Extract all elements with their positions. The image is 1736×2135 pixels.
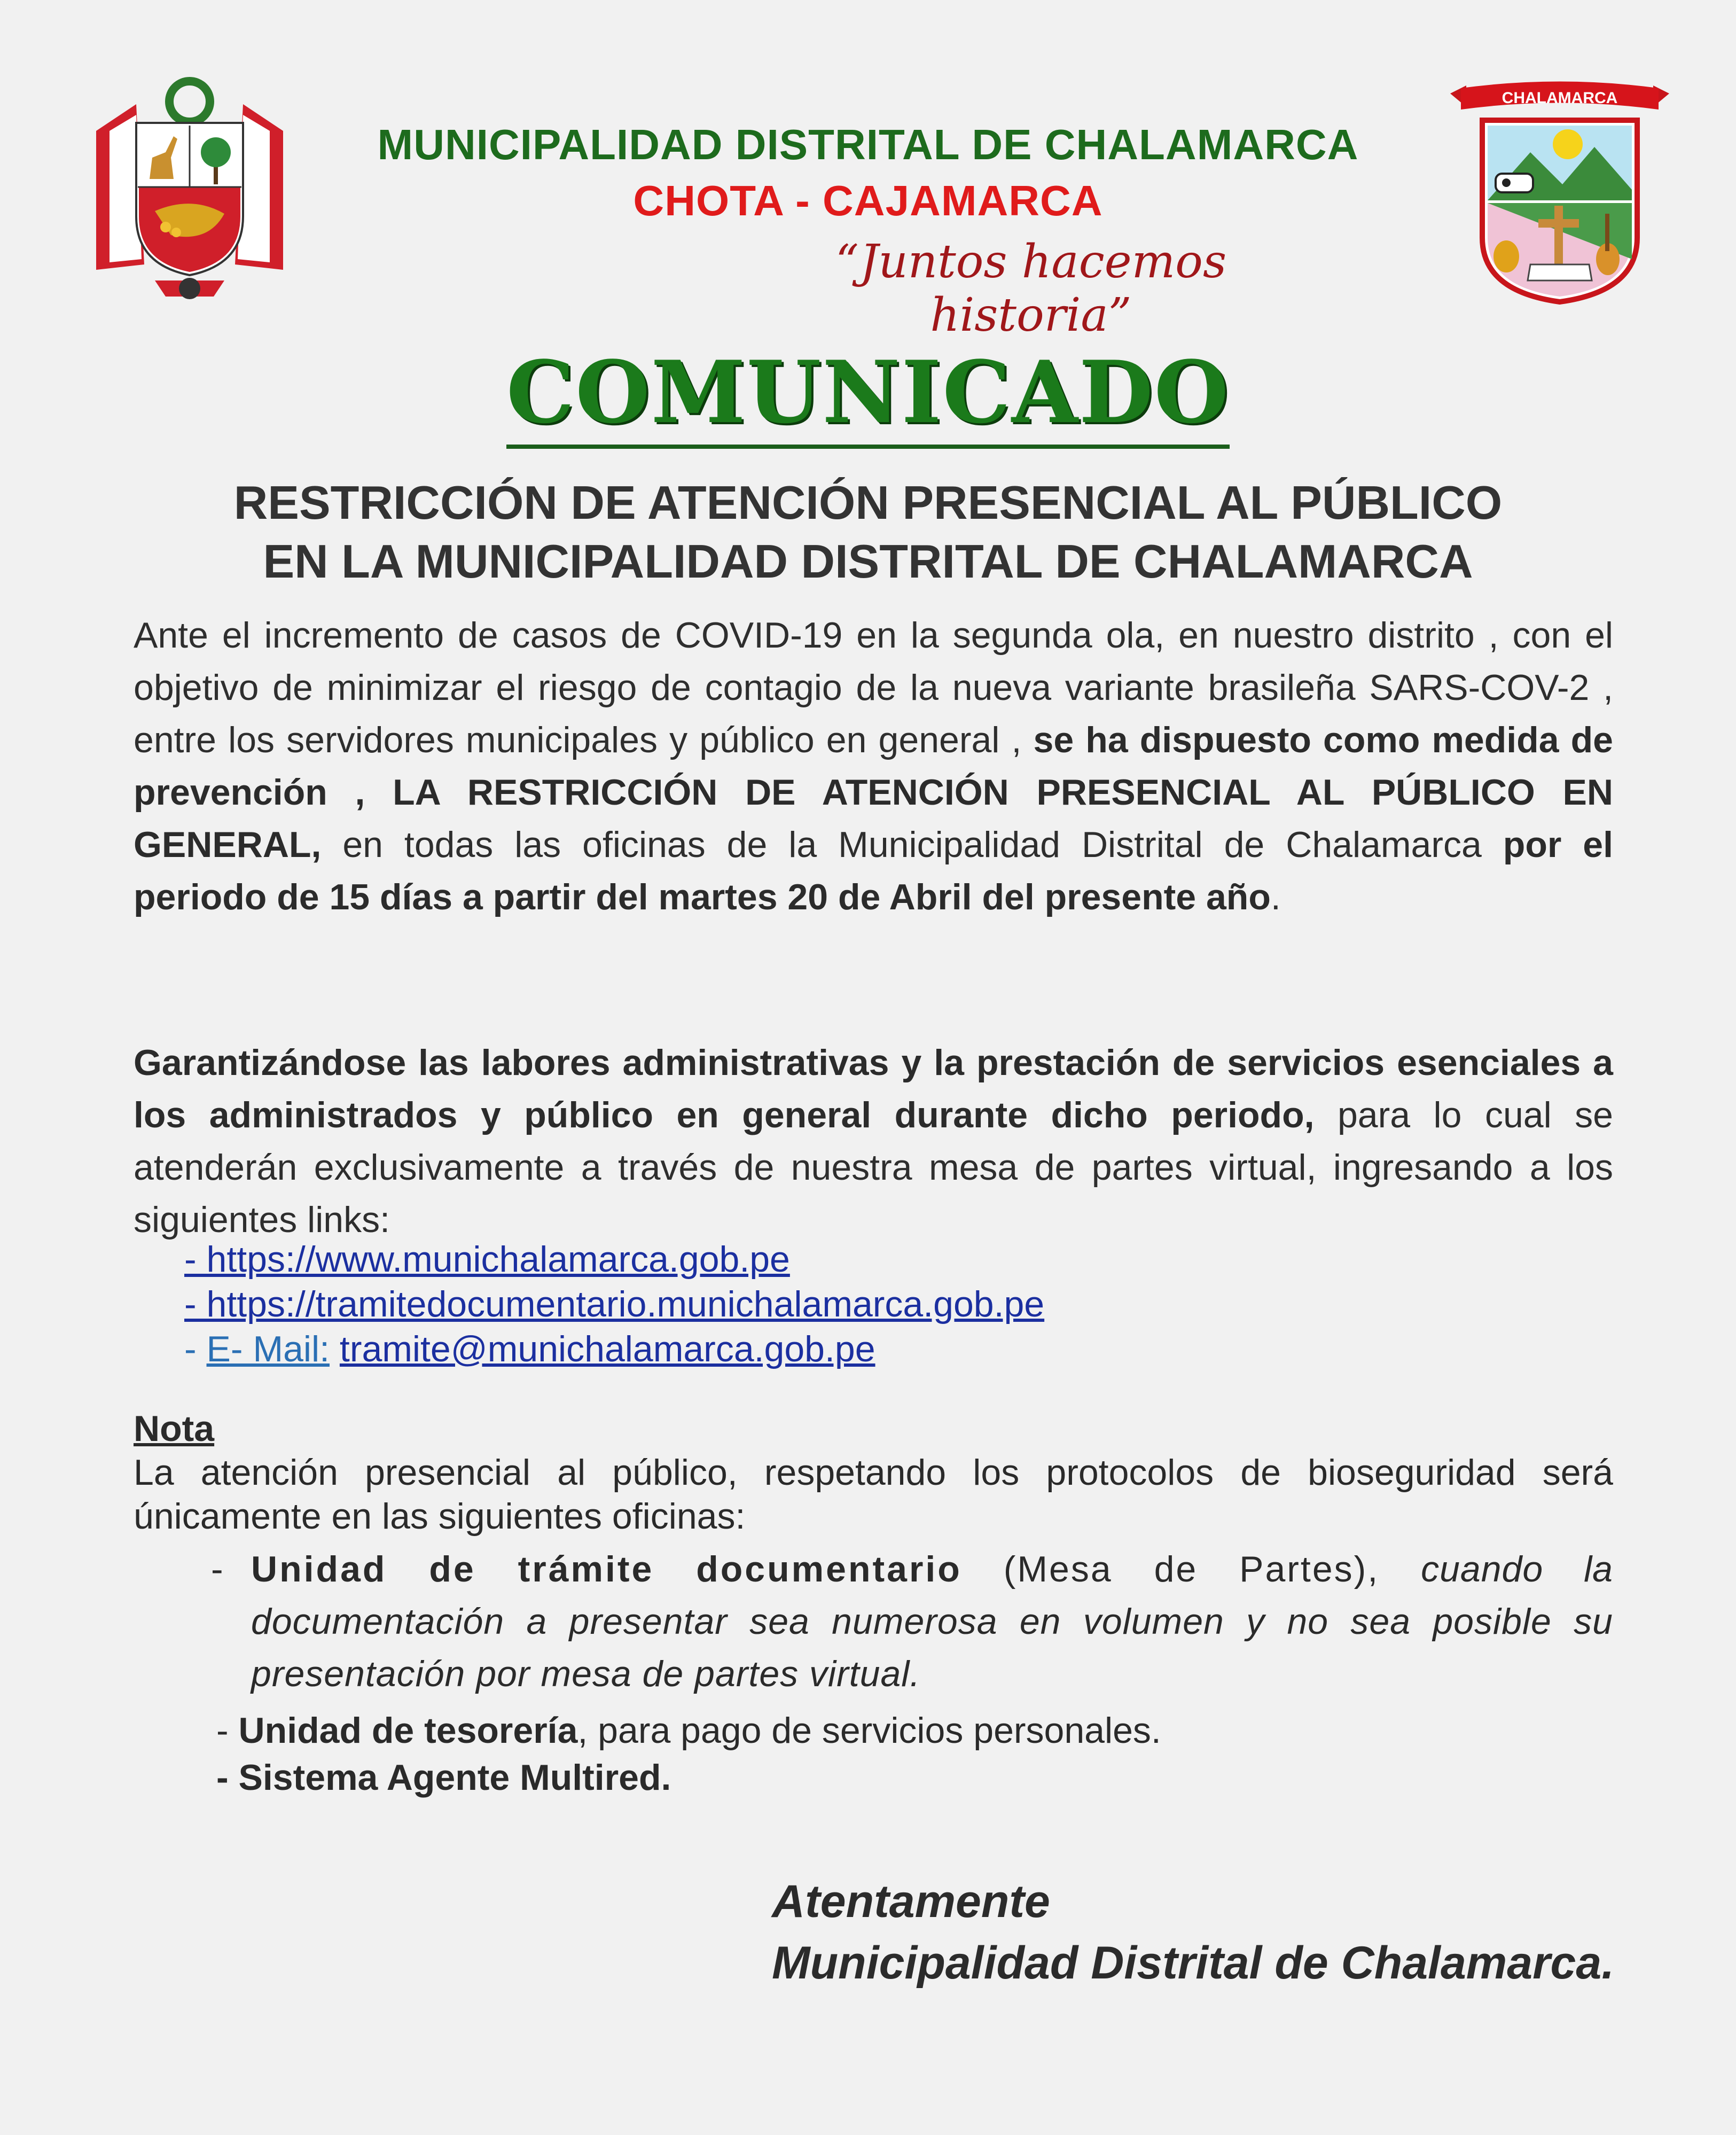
- municipality-name: MUNICIPALIDAD DISTRITAL DE CHALAMARCA: [377, 121, 1359, 168]
- nota-item-2-bold: Unidad de tesorería: [238, 1710, 578, 1751]
- nota-item-2: [216, 1704, 1161, 1757]
- p2-bold: Garantizándose las labores administrativas y la prestación de servicios esenciales a los administrados y público en general durante dicho periodo,: [134, 1042, 1613, 1135]
- link-website[interactable]: - https://www.munichalamarca.gob.pe: [184, 1239, 790, 1280]
- link-tramite[interactable]: - https://tramitedocumentario.munichalamarca.gob.pe: [184, 1284, 1045, 1324]
- nota-item-2-normal: , para pago de servicios personales.: [577, 1710, 1161, 1751]
- link-email-prefix: -: [184, 1329, 207, 1369]
- province-region: CHOTA - CAJAMARCA: [633, 177, 1103, 224]
- p1-text-1: Ante el incremento de casos de COVID-19 en la segunda ola, en nuestro distrito , con el objetivo de minimizar el riesgo de contagio de la nueva variante brasileña SARS-COV-2 , entre los servidores municipales y público en general ,: [134, 615, 1613, 760]
- paragraph-2: [134, 1037, 1613, 1246]
- nota-heading: Nota: [134, 1408, 215, 1449]
- nota-text: La atención presencial al público, respetando los protocolos de bioseguridad será únicamente en las siguientes oficinas:: [134, 1452, 1613, 1537]
- nota-item-3-bold: Sistema Agente Multired.: [238, 1757, 671, 1798]
- motto: “Juntos hacemos historia”: [835, 235, 1227, 342]
- signature-organization: Municipalidad Distrital de Chalamarca.: [772, 1937, 1615, 1989]
- bullet-dash: -: [216, 1710, 239, 1751]
- link-email[interactable]: tramite@munichalamarca.gob.pe: [339, 1329, 875, 1369]
- nota-item-3: [216, 1751, 671, 1804]
- p1-bold-1: se ha dispuesto como medida de prevención , LA RESTRICCIÓN DE ATENCIÓN PRESENCIAL AL PÚBLICO EN GENERAL,: [134, 720, 1614, 865]
- p1-text-3: .: [1270, 877, 1281, 917]
- link-email-label: E- Mail:: [206, 1329, 330, 1369]
- nota-item-1-italic: cuando la documentación a presentar sea numerosa en volumen y no sea posible su presentación por mesa de partes virtual.: [251, 1549, 1613, 1694]
- title-text: COMUNICADO: [506, 342, 1230, 449]
- bullet-dash: -: [211, 1549, 223, 1589]
- nota-item-1-normal: (Mesa de Partes),: [961, 1549, 1421, 1589]
- nota-item-1-bold: Unidad de trámite documentario: [251, 1549, 962, 1589]
- subtitle-line-1: RESTRICCIÓN DE ATENCIÓN PRESENCIAL AL PÚBLICO: [233, 476, 1503, 529]
- links-list: [184, 1237, 1044, 1372]
- page-title: [0, 342, 1736, 442]
- p1-bold-2: por el periodo de 15 días a partir del martes 20 de Abril del presente año: [134, 824, 1613, 917]
- bullet-dash: -: [216, 1757, 239, 1798]
- paragraph-1: [134, 609, 1613, 923]
- p1-text-2: en todas las oficinas de la Municipalidad Distrital de Chalamarca: [321, 824, 1503, 865]
- signature-closing: Atentamente: [772, 1876, 1050, 1927]
- nota-item-1: [211, 1543, 1613, 1700]
- subtitle-line-2: EN LA MUNICIPALIDAD DISTRITAL DE CHALAMARCA: [263, 535, 1473, 588]
- p2-text: para lo cual se atenderán exclusivamente a través de nuestra mesa de partes virtual, ingresando a los siguientes links:: [134, 1095, 1613, 1240]
- crest-banner-text: CHALAMARCA: [1502, 89, 1618, 107]
